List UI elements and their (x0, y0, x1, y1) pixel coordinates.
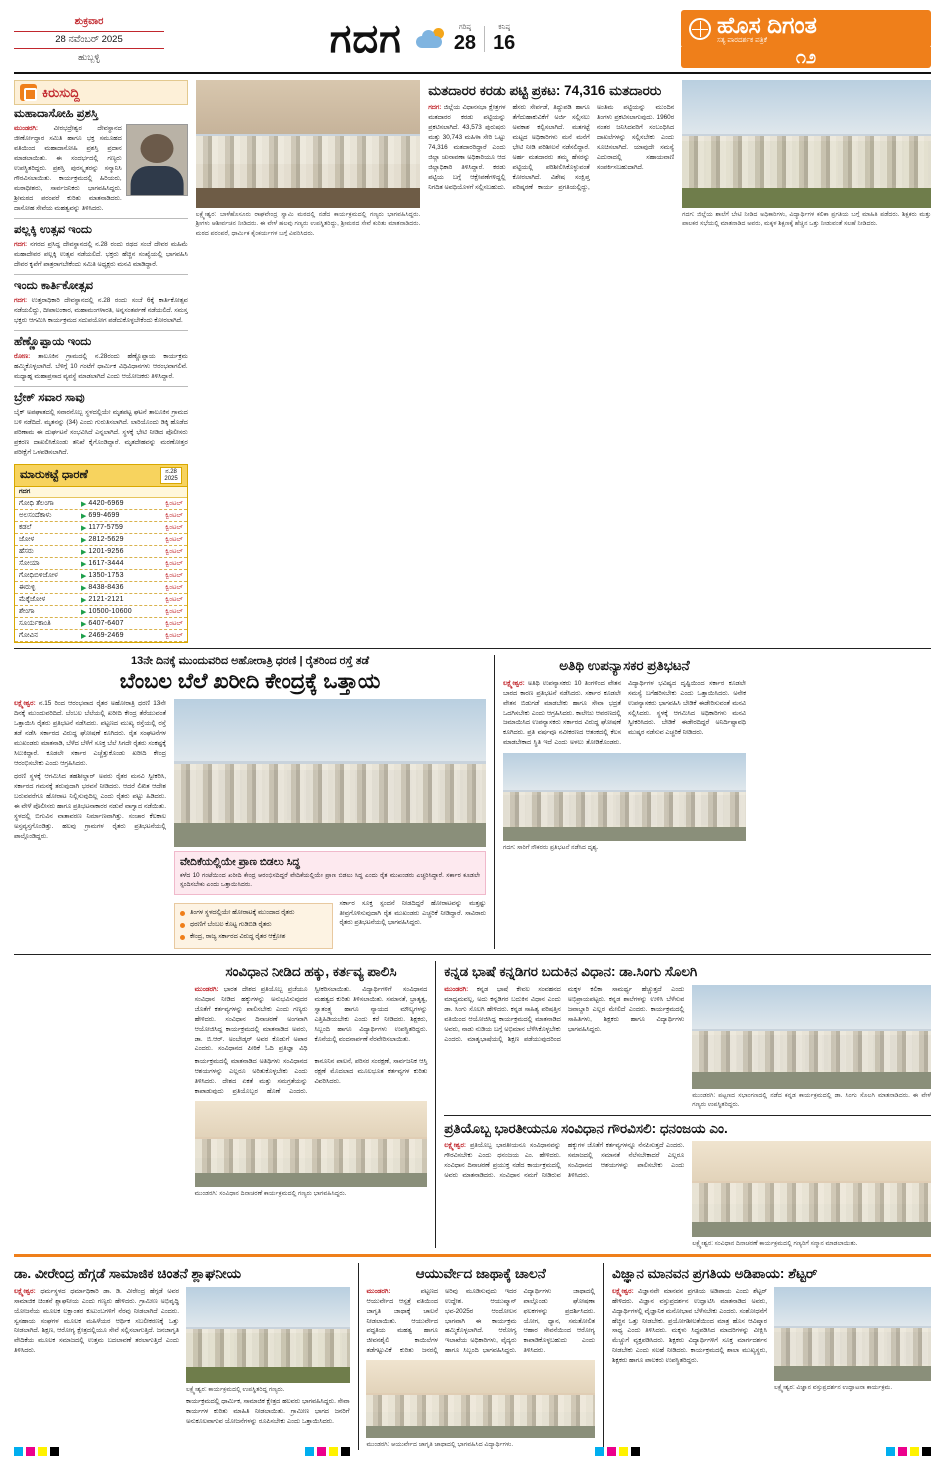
stage-callout-text: ಕಳೆದ 10 ಗಂಟೆಯಿಂದ ಖರೀದಿ ಕೇಂದ್ರ ಆರಂಭಿಸದಿದ್ದರೆ ವೇದಿಕೆಯಲ್ಲಿಯೇ ಪ್ರಾಣ ಬಿಡಲು ಸಿದ್ಧ ಎಂದು ರೈತ ಮುಖಂಡರು ಎಚ್ಚರಿಸಿದ್ದಾರೆ. ಸರ್ಕಾರ ಕೂಡಲೇ ಸ್ಪಂದಿಸಬೇಕು ಎಂದು ಒತ್ತಾಯಿಸಿದರು. (180, 872, 480, 889)
constitution-story (195, 961, 428, 1248)
ayurveda-text: ಪಟ್ಟಣದ ಆಯುರ್ವೇದ ಆಸ್ಪತ್ರೆ ವತಿಯಿಂದ ಜಾಗೃತಿ ಜಾಥಾಕ್ಕೆ ಚಾಲನೆ ನೀಡಲಾಯಿತು. ಆಯುರ್ವೇದ ಪದ್ಧತಿಯ ಮಹತ್ವ ಹಾಗೂ ಜೀವನಶೈಲಿ ಕಾಯಿಲೆಗಳ ತಡೆಗಟ್ಟುವಿಕೆ ಕುರಿತು ಜನರಲ್ಲಿ ಅರಿವು ಮೂಡಿಸುವುದು ಇದರ ಉದ್ದೇಶ. ಆಯುಷ್ಮಾನ್ ಭವ-2025ರ ಆಂದೋಲನ ಭಾಗವಾಗಿ ಈ ಕಾರ್ಯಕ್ರಮ ಹಮ್ಮಿಕೊಳ್ಳಲಾಗಿದೆ. ಆರೋಗ್ಯ ಇಲಾಖೆಯ ಅಧಿಕಾರಿಗಳು, ವೈದ್ಯರು ಹಾಗೂ ಸಿಬ್ಬಂದಿ ಭಾಗವಹಿಸಿದ್ದರು. ವಿದ್ಯಾರ್ಥಿಗಳು ಜಾಥಾದಲ್ಲಿ ಪಾಲ್ಗೊಂಡು ಘೋಷಣಾ ಫಲಕಗಳನ್ನು ಪ್ರದರ್ಶಿಸಿದರು. ಯೋಗ, ಧ್ಯಾನ, ಸಮತೋಲಿತ ಆಹಾರ ಸೇವನೆಯಿಂದ ಆರೋಗ್ಯ ಕಾಪಾಡಿಕೊಳ್ಳಬಹುದು ಎಂದು ತಿಳಿಸಿದರು. (366, 1287, 596, 1355)
story-body-2 (14, 772, 166, 841)
column-left (14, 80, 188, 643)
logo-badge (681, 10, 931, 48)
column-four-top (682, 80, 931, 643)
cmyk-dots-4 (886, 1447, 931, 1456)
dateline: ಲಕ್ಷ್ಮೇಶ್ವರ: (14, 700, 36, 708)
market-unit: ಕ್ವಿಂಟಲ್ (165, 631, 183, 639)
dateline: ಮುಂಡರಗಿ: (14, 125, 39, 133)
respect-text: ಪ್ರತಿಯೊಬ್ಬ ಭಾರತೀಯನೂ ಸಂವಿಧಾನವನ್ನು ಗೌರವಿಸಬೇಕು ಎಂದು ಧನಂಜಯ ಎಂ. ಹೇಳಿದರು. ಸಂವಿಧಾನ ದಿನಾಚರಣೆ ಪ್ರಯುಕ್ತ ನಡೆದ ಕಾರ್ಯಕ್ರಮದಲ್ಲಿ ಅವರು ಮಾತನಾಡಿದರು. ಸಂವಿಧಾನ ನಮಗೆ ನೀಡಿರುವ ಹಕ್ಕುಗಳ ಜೊತೆಗೆ ಕರ್ತವ್ಯಗಳನ್ನೂ ನೆನಪಿಸುತ್ತದೆ ಎಂದರು. ಸಮಾಜದಲ್ಲಿ ಸಮಾನತೆ ನೆಲೆಸಬೇಕಾದರೆ ಎಲ್ಲರೂ ಸಂವಿಧಾನದ ಆಶಯಗಳನ್ನು ಪಾಲಿಸಬೇಕು ಎಂದು ತಿಳಿಸಿದರು. (444, 1142, 685, 1179)
brief-headline: ಮಹಾದಾಸೋಹಿ ಪ್ರಶಸ್ತಿ (14, 108, 99, 120)
masthead-day: ಶುಕ್ರವಾರ (74, 15, 104, 27)
masthead-center (164, 17, 681, 62)
news-photo-school (682, 80, 931, 208)
masthead-city: ಹುಬ್ಬಳ್ಳಿ (78, 51, 100, 62)
story-body-1 (14, 699, 166, 768)
science-text: ವಿಜ್ಞಾನವೇ ಮಾನವನ ಪ್ರಗತಿಯ ಅಡಿಪಾಯ ಎಂದು ಶೆಟ್ಟರ್ ಹೇಳಿದರು. ವಿಜ್ಞಾನ ವಸ್ತುಪ್ರದರ್ಶನ ಉದ್ಘಾಟಿಸಿ ಮಾತನಾಡಿದ ಅವರು, ವಿದ್ಯಾರ್ಥಿಗಳಲ್ಲಿ ವೈಜ್ಞಾನಿಕ ಮನೋಭಾವ ಬೆಳೆಸಬೇಕು ಎಂದರು. ಸಂಶೋಧನೆಗೆ ಹೆಚ್ಚಿನ ಒತ್ತು ನೀಡಬೇಕು. ಪ್ರಯೋಗಶೀಲತೆಯಿಂದ ಮಾತ್ರ ಹೊಸ ಆವಿಷ್ಕಾರ ಸಾಧ್ಯ ಎಂದು ತಿಳಿಸಿದರು. ಮಕ್ಕಳು ಸಿದ್ಧಪಡಿಸಿದ ಮಾದರಿಗಳನ್ನು ವೀಕ್ಷಿಸಿ ಮೆಚ್ಚುಗೆ ವ್ಯಕ್ತಪಡಿಸಿದರು. ಶಿಕ್ಷಕರು ವಿದ್ಯಾರ್ಥಿಗಳಿಗೆ ಸೂಕ್ತ ಮಾರ್ಗದರ್ಶನ ನೀಡಬೇಕು ಎಂದು ಸಲಹೆ ನೀಡಿದರು. ಕಾರ್ಯಕ್ರಮದಲ್ಲಿ ಶಾಲಾ ಮುಖ್ಯಸ್ಥರು, ಶಿಕ್ಷಕರು ಹಾಗೂ ಪಾಲಕರು ಉಪಸ್ಥಿತರಿದ್ದರು. (612, 1287, 768, 1365)
market-row (15, 618, 187, 630)
market-row (15, 570, 187, 582)
cmyk-dots-1 (14, 1447, 59, 1456)
market-unit: ಕ್ವಿಂಟಲ್ (165, 583, 183, 591)
constitution-text: ಭಾರತ ದೇಶದ ಪ್ರತಿಯೊಬ್ಬ ಪ್ರಜೆಯೂ ಸಂವಿಧಾನ ನೀಡಿದ ಹಕ್ಕುಗಳನ್ನು ಅನುಭವಿಸುವುದರ ಜೊತೆಗೆ ಕರ್ತವ್ಯಗಳನ್ನು ಪಾಲಿಸಬೇಕು ಎಂದು ಗಣ್ಯರು ಹೇಳಿದರು. ಸಂವಿಧಾನ ದಿನಾಚರಣೆ ಅಂಗವಾಗಿ ಆಯೋಜಿಸಿದ್ದ ಕಾರ್ಯಕ್ರಮದಲ್ಲಿ ಮಾತನಾಡಿದ ಅವರು, ಡಾ. ಬಿ.ಆರ್. ಅಂಬೇಡ್ಕರ್ ಅವರ ಕೊಡುಗೆ ಅಪಾರ ಎಂದರು. ಸಂವಿಧಾನದ ಪೀಠಿಕೆ ಓದಿ ಪ್ರತಿಜ್ಞಾ ವಿಧಿ ಸ್ವೀಕರಿಸಲಾಯಿತು. ವಿದ್ಯಾರ್ಥಿಗಳಿಗೆ ಸಂವಿಧಾನದ ಮಹತ್ವದ ಕುರಿತು ತಿಳಿಸಲಾಯಿತು. ಸಮಾನತೆ, ಭ್ರಾತೃತ್ವ, ಸ್ವಾತಂತ್ರ್ಯ ಹಾಗೂ ನ್ಯಾಯದ ಮೌಲ್ಯಗಳನ್ನು ಎತ್ತಿಹಿಡಿಯಬೇಕು ಎಂದು ಕರೆ ನೀಡಿದರು. ಶಿಕ್ಷಕರು, ಸಿಬ್ಬಂದಿ ಹಾಗೂ ವಿದ್ಯಾರ್ಥಿಗಳು ಉಪಸ್ಥಿತರಿದ್ದರು. ಕೊನೆಯಲ್ಲಿ ವಂದನಾರ್ಪಣೆ ನೆರವೇರಿಸಲಾಯಿತು. (194, 985, 428, 1053)
cmyk-dots-2 (305, 1447, 350, 1456)
demand-item: ತಿಂಗಳ ಸ್ಥಳದಲ್ಲಿಯೇ ಹೋರಾಟಕ್ಕೆ ಮುಂದಾದ ರೈತರು (180, 908, 327, 917)
market-table (14, 487, 188, 643)
vertical-rule (494, 655, 495, 949)
page-title: ಗದಗ (329, 16, 402, 61)
dateline: ಮುಂಡರಗಿ: (194, 985, 219, 993)
dateline: ರೋಣ: (14, 353, 31, 361)
market-price: 1617-3444 (88, 560, 124, 568)
dateline: ಲಕ್ಷ್ಮೇಶ್ವರ: (444, 1142, 466, 1149)
brief-body (14, 408, 188, 458)
trend-arrow-icon: ▶ (81, 620, 87, 628)
voters-headline: ಮತದಾರರ ಕರಡು ಪಟ್ಟಿ ಪ್ರಕಟ: 74,316 ಮತದಾರರು (428, 83, 662, 98)
brief-item (14, 107, 188, 214)
column-two-top (196, 80, 420, 643)
weather-widget (416, 24, 516, 54)
masthead (14, 10, 931, 74)
market-rates-widget (14, 464, 188, 643)
globe-icon (689, 18, 711, 40)
third-band (14, 961, 931, 1248)
market-row (15, 522, 187, 534)
news-photo-science (774, 1287, 931, 1381)
market-commodity: ಸೂರ್ಯಕಾಂತಿ (19, 619, 51, 627)
respect-body (444, 1141, 684, 1181)
brief-body (14, 240, 188, 270)
demands-box (174, 903, 333, 950)
market-price: 6407-6407 (88, 620, 124, 628)
market-commodity: ಗೋಧಿ ತೆಲಂಗಾ (19, 499, 54, 507)
weather-divider (484, 26, 485, 52)
market-price: 4420-6969 (88, 500, 124, 508)
photo-caption: ಲಕ್ಷ್ಮೇಶ್ವರ: ಬಾಳೆಹೊಸೂರು ರಾಘವೇಂದ್ರ ಸ್ವಾಮಿ ಮಠದಲ್ಲಿ ನಡೆದ ಕಾರ್ಯಕ್ರಮದಲ್ಲಿ ಗಣ್ಯರು ಭಾಗವಹಿಸಿದ್ದರು. ಶ್ರೀಗಳು ಆಶೀರ್ವಚನ ನೀಡಿದರು. ಈ ವೇಳೆ ಹಲವು ಗಣ್ಯರು ಉಪಸ್ಥಿತರಿದ್ದು, ಶ್ರೀಮಠದ ಸೇವೆ ಕುರಿತು ಮಾತನಾಡಿದರು. ಮಠದ ಪರಂಪರೆ, ಧಾರ್ಮಿಕ ಕೈಂಕರ್ಯಗಳ ಬಗ್ಗೆ ವಿವರಿಸಿದರು. (195, 211, 421, 237)
constitution-body-2: ಕಾರ್ಯಕ್ರಮದಲ್ಲಿ ಮಾತನಾಡಿದ ಅತಿಥಿಗಳು ಸಂವಿಧಾನದ ಆಶಯಗಳನ್ನು ಎಲ್ಲರೂ ಅರಿತುಕೊಳ್ಳಬೇಕು ಎಂದು ತಿಳಿಸಿದರು. ದೇಶದ ಏಕತೆ ಮತ್ತು ಸಮಗ್ರತೆಯನ್ನು ಕಾಪಾಡುವುದು ಪ್ರತಿಯೊಬ್ಬರ ಹೊಣೆ ಎಂದರು. ಕಾನೂನಿನ ಪಾಲನೆ, ಪರಿಸರ ಸಂರಕ್ಷಣೆ, ಸಾರ್ವಜನಿಕ ಆಸ್ತಿ ರಕ್ಷಣೆ ಮೊದಲಾದ ಮೂಲಭೂತ ಕರ್ತವ್ಯಗಳ ಕುರಿತು ವಿವರಿಸಿದರು. (194, 1058, 428, 1096)
hegde-body-2: ಕಾರ್ಯಕ್ರಮದಲ್ಲಿ ಧಾರ್ಮಿಕ, ಸಾಮಾಜಿಕ ಕ್ಷೇತ್ರದ ಹಲವರು ಭಾಗವಹಿಸಿದ್ದರು. ಸೇವಾ ಕಾರ್ಯಗಳ ಕುರಿತು ಮಾಹಿತಿ ನೀಡಲಾಯಿತು. ಗ್ರಾಮೀಣ ಭಾಗದ ಜನರಿಗೆ ಅನುಕೂಲವಾಗುವ ಯೋಜನೆಗಳನ್ನು ರೂಪಿಸಬೇಕು ಎಂದು ಒತ್ತಾಯಿಸಿದರು. (186, 1398, 350, 1425)
sun-cloud-icon (416, 28, 446, 50)
masthead-date: 28 ನವೆಂಬರ್ 2025 (14, 31, 164, 49)
briefs-header (14, 80, 188, 105)
edition-number: ೧೨ (681, 47, 931, 68)
brief-item (14, 335, 188, 382)
dateline: ಗದಗ: (14, 241, 28, 249)
stage-callout-title: ವೇದಿಕೆಯಲ್ಲಿಯೇ ಪ್ರಾಣ ಬಿಡಲು ಸಿದ್ಧ (180, 856, 300, 869)
masthead-dateblock (14, 14, 164, 65)
section-divider-bar (14, 1254, 931, 1257)
dateline: ಲಕ್ಷ್ಮೇಶ್ವರ: (14, 1287, 36, 1295)
market-row (15, 546, 187, 558)
trend-arrow-icon: ▶ (81, 632, 87, 640)
hegde-body (14, 1287, 179, 1356)
news-photo-felicitation (692, 1141, 931, 1237)
weather-min-label: ಕನಿಷ್ಠ (498, 24, 511, 32)
briefs-title: ಕಿರುಸುದ್ದಿ (42, 84, 80, 100)
cmyk-dots-3 (595, 1447, 640, 1456)
dateline: ಮುಂಡರಗಿ: (366, 1287, 391, 1295)
trend-arrow-icon: ▶ (81, 560, 87, 568)
brief-item (14, 279, 188, 326)
market-row (15, 510, 187, 522)
market-price: 1350-1753 (88, 572, 124, 580)
brief-item (14, 223, 188, 270)
guest-body (503, 679, 746, 748)
vertical-rule (358, 1263, 359, 1449)
market-date-badge: ನ.28 2025 (160, 467, 181, 484)
market-unit: ಕ್ವಿಂಟಲ್ (165, 571, 183, 579)
weather-max-value: 28 (453, 31, 477, 54)
trend-arrow-icon: ▶ (81, 596, 87, 604)
brief-text: ನಗರದ ಪ್ರಸಿದ್ಧ ದೇವಸ್ಥಾನದಲ್ಲಿ ನ.28 ರಂದು ರಥದ ಸಂಜೆ ದೇವರ ಮಹಿಮೆ ಮಹಾದೇವರ ಪಲ್ಲಕ್ಕಿ ಉತ್ಸವ ನಡೆಯಲಿದೆ. ಭಕ್ತರು ಹೆಚ್ಚಿನ ಸಂಖ್ಯೆಯಲ್ಲಿ ಭಾಗವಹಿಸಿ ದೇವರ ಕೃಪೆಗೆ ಪಾತ್ರರಾಗಬೇಕೆಂದು ಸಮಿತಿ ಅಧ್ಯಕ್ಷರು ಮನವಿ ಮಾಡಿದ್ದಾರೆ. (14, 241, 188, 268)
logo-tagline: ಸತ್ಯ ಪಾರದರ್ಶಕ ಪತ್ರಿಕೆ (717, 37, 767, 44)
market-row (15, 558, 187, 570)
photo-caption: ಗದಗ: ಜಿಲ್ಲೆಯ ಶಾಲೆಗೆ ಬೇಟಿ ನೀಡಿದ ಅಧಿಕಾರಿಗಳು, ವಿದ್ಯಾರ್ಥಿಗಳ ಕಲಿಕಾ ಪ್ರಗತಿಯ ಬಗ್ಗೆ ಮಾಹಿತಿ ಪಡೆದರು. ಶಿಕ್ಷಕರು ಮತ್ತು ಪಾಲಕರ ಸಭೆಯಲ್ಲಿ ಮಾತನಾಡಿದ ಅವರು, ಮಕ್ಕಳ ಶಿಕ್ಷಣಕ್ಕೆ ಹೆಚ್ಚಿನ ಒತ್ತು ನೀಡುವಂತೆ ಸಲಹೆ ನೀಡಿದರು. (682, 211, 931, 228)
dateline: ಗದಗ: (14, 297, 28, 305)
market-price: 1201-9256 (88, 548, 124, 556)
brief-item (14, 391, 188, 458)
story-text-1: ನ.15 ರಿಂದ ಆರಂಭವಾದ ರೈತರ ಅಹೋರಾತ್ರಿ ಧರಣಿ 13ನೇ ದಿನಕ್ಕೆ ಮುಂದುವರಿದಿದೆ. ಬೆಂಬಲ ಬೆಲೆಯಲ್ಲಿ ಖರೀದಿ ಕೇಂದ್ರ ತೆರೆಯುವಂತೆ ಒತ್ತಾಯಿಸಿ ರೈತರು ಪ್ರತಿಭಟನೆ ನಡೆಸಿದರು. ಪಟ್ಟಣದ ಮುಖ್ಯ ರಸ್ತೆಯಲ್ಲಿ ರಸ್ತೆ ತಡೆ ನಡೆಸಿ ಸರ್ಕಾರದ ವಿರುದ್ಧ ಘೋಷಣೆ ಕೂಗಿದರು. ರೈತ ಸಂಘಟನೆಗಳ ಮುಖಂಡರು ಮಾತನಾಡಿ, ಬೆಳೆದ ಬೆಳೆಗೆ ಸೂಕ್ತ ಬೆಲೆ ಸಿಗದೇ ರೈತರು ಸಂಕಷ್ಟಕ್ಕೆ ಸಿಲುಕಿದ್ದಾರೆ. ಕೂಡಲೇ ಸರ್ಕಾರ ಎಚ್ಚೆತ್ತುಕೊಂಡು ಖರೀದಿ ಕೇಂದ್ರ ಆರಂಭಿಸಬೇಕು ಎಂದು ಆಗ್ರಹಿಸಿದರು. (14, 700, 166, 767)
brief-text: ತಾಲೂಕಿನ ಗ್ರಾಮದಲ್ಲಿ ನ.28ರಂದು ಹೆಣ್ಣೊಪ್ಪಾಯ ಕಾರ್ಯಕ್ರಮ ಹಮ್ಮಿಕೊಳ್ಳಲಾಗಿದೆ. ಬೆಳಿಗ್ಗೆ 10 ಗಂಟೆಗೆ ಧಾರ್ಮಿಕ ವಿಧಿವಿಧಾನಗಳು ಆರಂಭವಾಗಲಿವೆ. ಮಧ್ಯಾಹ್ನ ಮಹಾಪ್ರಸಾದ ವ್ಯವಸ್ಥೆ ಮಾಡಲಾಗಿದೆ ಎಂದು ಆಯೋಜಕರು ತಿಳಿಸಿದ್ದಾರೆ. (14, 353, 188, 381)
main-band (14, 655, 931, 949)
market-unit: ಕ್ವಿಂಟಲ್ (165, 607, 183, 615)
market-header (14, 464, 188, 487)
ayurveda-story (366, 1263, 595, 1449)
market-commodity: ಜೋಳ (19, 535, 35, 543)
demand-item: ಧರಣಿಗೆ ಬೆಂಬಲ ಕೊಟ್ಟ ಗುಡಿಬಿಡಿ ರೈತರು (180, 920, 327, 929)
news-photo-constitution (195, 1101, 428, 1187)
right-stack (444, 961, 931, 1248)
hegde-headline: ಡಾ. ವೀರೇಂದ್ರ ಹೆಗ್ಗಡೆ ಸಾಮಾಜಿಕ ಚಿಂತನೆ ಶ್ಲಾಘನೀಯ (14, 1266, 242, 1282)
news-photo-protest (174, 699, 486, 847)
megaphone-icon (20, 84, 37, 101)
market-commodity: ಗೋಧಿಬಿಳಿಜೋಳ (19, 571, 58, 579)
news-photo-bus (503, 753, 746, 841)
third-band-spacer (14, 961, 187, 1248)
market-commodity: ಶೇಂಗಾ (19, 607, 35, 615)
voters-body (428, 103, 674, 192)
trend-arrow-icon: ▶ (81, 524, 87, 532)
market-price: 2469-2469 (88, 632, 124, 640)
demand-item: ಕೇಂದ್ರ, ರಾಜ್ಯ ಸರ್ಕಾರದ ವಿರುದ್ಧ ರೈತರ ಆಕ್ರೋಶ (180, 932, 327, 941)
top-band (14, 80, 931, 643)
column-three-top (428, 80, 674, 643)
market-row (15, 594, 187, 606)
weather-max-label: ಗರಿಷ್ಠ (458, 24, 472, 32)
bottom-band (14, 1263, 931, 1449)
brief-headline: ಹೆಣ್ಣೊಪ್ಪಾಯ ಇಂದು (14, 335, 92, 348)
market-price: 699-4699 (88, 512, 120, 520)
photo-caption: ಲಕ್ಷ್ಮೇಶ್ವರ: ಕಾರ್ಯಕ್ರಮದಲ್ಲಿ ಉಪಸ್ಥಿತರಿದ್ದ ಗಣ್ಯರು. (186, 1385, 285, 1393)
constitution-headline: ಸಂವಿಧಾನ ನೀಡಿದ ಹಕ್ಕು, ಕರ್ತವ್ಯ ಪಾಲಿಸಿ (225, 964, 397, 980)
vertical-rule (603, 1263, 604, 1449)
hegde-story (14, 1263, 350, 1449)
market-commodity: ಸೋಯಾ (19, 559, 40, 567)
photo-caption: ಮುಂಡರಗಿ: ಪಟ್ಟಣದ ಸಭಾಂಗಣದಲ್ಲಿ ನಡೆದ ಕನ್ನಡ ಕಾರ್ಯಕ್ರಮದಲ್ಲಿ ಡಾ. ಸಿಂಗು ಸೊಲಗಿ ಮಾತನಾಡಿದರು. ಈ ವೇಳೆ ಗಣ್ಯರು ಉಪಸ್ಥಿತರಿದ್ದರು. (692, 1091, 931, 1109)
market-row (15, 582, 187, 594)
respect-headline: ಪ್ರತಿಯೊಬ್ಬ ಭಾರತೀಯನೂ ಸಂವಿಧಾನ ಗೌರವಿಸಲಿ: ಧನಂಜಯ ಎಂ. (444, 1120, 728, 1136)
trend-arrow-icon: ▶ (81, 536, 87, 544)
market-subheader (15, 487, 187, 498)
market-unit: ಕ್ವಿಂಟಲ್ (165, 511, 183, 519)
story-kicker: 13ನೇ ದಿನಕ್ಕೆ ಮುಂದುವರಿದ ಅಹೋರಾತ್ರಿ ಧರಣಿ | ರೈತರಿಂದ ರಸ್ತೆ ತಡೆ (130, 655, 370, 668)
trend-arrow-icon: ▶ (81, 512, 87, 520)
main-story (14, 655, 486, 949)
photo-caption: ಮುಂಡರಗಿ: ಆಯುರ್ವೇದ ಜಾಗೃತಿ ಜಾಥಾದಲ್ಲಿ ಭಾಗವಹಿಸಿದ ವಿದ್ಯಾರ್ಥಿಗಳು. (366, 1441, 514, 1449)
market-row (15, 534, 187, 546)
trend-arrow-icon: ▶ (81, 548, 87, 556)
market-commodity: ಕಡಲೆ (19, 523, 32, 531)
demand-note: ಸರ್ಕಾರ ಸೂಕ್ತ ಸ್ಪಂದನೆ ನೀಡದಿದ್ದರೆ ಹೋರಾಟವನ್ನು ಮತ್ತಷ್ಟು ತೀವ್ರಗೊಳಿಸುವುದಾಗಿ ರೈತ ಮುಖಂಡರು ಎಚ್ಚರಿಕೆ ನೀಡಿದ್ದಾರೆ. ಸಾವಿರಾರು ರೈತರು ಪ್ರತಿಭಟನೆಯಲ್ಲಿ ಭಾಗವಹಿಸಿದ್ದರು. (339, 899, 486, 927)
weather-min (493, 24, 515, 54)
market-unit: ಕ್ವಿಂಟಲ್ (165, 523, 183, 531)
weather-max (454, 24, 476, 54)
market-unit: ಕ್ವಿಂಟಲ್ (165, 499, 183, 507)
brief-text: ಬೈಕ್ ಅಪಘಾತದಲ್ಲಿ ಸವಾರನೊಬ್ಬ ಸ್ಥಳದಲ್ಲಿಯೇ ಮೃತಪಟ್ಟ ಘಟನೆ ತಾಲೂಕಿನ ಗ್ರಾಮದ ಬಳಿ ನಡೆದಿದೆ. ಮೃತನನ್ನು (34) ಎಂದು ಗುರುತಿಸಲಾಗಿದೆ. ಲಾರಿಯೊಂದು ಡಿಕ್ಕಿ ಹೊಡೆದ ಪರಿಣಾಮ ಈ ದುರ್ಘಟನೆ ಸಂಭವಿಸಿದೆ ಎನ್ನಲಾಗಿದೆ. ಸ್ಥಳಕ್ಕೆ ಭೇಟಿ ನೀಡಿದ ಪೊಲೀಸರು ಪ್ರಕರಣ ದಾಖಲಿಸಿಕೊಂಡು ತನಿಖೆ ಕೈಗೊಂಡಿದ್ದಾರೆ. ಮೃತದೇಹವನ್ನು ಮರಣೋತ್ತರ ಪರೀಕ್ಷೆಗೆ ಒಳಪಡಿಸಲಾಗಿದೆ. (14, 409, 188, 457)
constitution-body (195, 985, 428, 1054)
guest-headline: ಅತಿಥಿ ಉಪನ್ಯಾಸಕರ ಪ್ರತಿಭಟನೆ (559, 658, 690, 674)
trend-arrow-icon: ▶ (81, 500, 87, 508)
hegde-text: ಧರ್ಮಸ್ಥಳದ ಧರ್ಮಾಧಿಕಾರಿ ಡಾ. ಡಿ. ವೀರೇಂದ್ರ ಹೆಗ್ಗಡೆ ಅವರ ಸಾಮಾಜಿಕ ಚಿಂತನೆ ಶ್ಲಾಘನೀಯ ಎಂದು ಗಣ್ಯರು ಹೇಳಿದರು. ಗ್ರಾಮೀಣ ಅಭಿವೃದ್ಧಿ ಯೋಜನೆಯ ಮೂಲಕ ಲಕ್ಷಾಂತರ ಕುಟುಂಬಗಳಿಗೆ ನೆರವು ನೀಡಲಾಗಿದೆ ಎಂದರು. ಸ್ವಸಹಾಯ ಸಂಘಗಳ ಮೂಲಕ ಮಹಿಳೆಯರ ಆರ್ಥಿಕ ಸಬಲೀಕರಣಕ್ಕೆ ಒತ್ತು ನೀಡಲಾಗಿದೆ. ಶಿಕ್ಷಣ, ಆರೋಗ್ಯ ಕ್ಷೇತ್ರದಲ್ಲಿಯೂ ಸೇವೆ ಸಲ್ಲಿಸಲಾಗುತ್ತಿದೆ. ಜನಜಾಗೃತಿ ವೇದಿಕೆಯ ಮೂಲಕ ಸಮಾಜದಲ್ಲಿ ಉತ್ತಮ ಬದಲಾವಣೆ ತರಲಾಗುತ್ತಿದೆ ಎಂದು ತಿಳಿಸಿದರು. (14, 1287, 180, 1355)
market-price: 2121-2121 (88, 596, 124, 604)
dateline: ಗದಗ: (428, 104, 442, 112)
market-unit: ಕ್ವಿಂಟಲ್ (165, 535, 183, 543)
brief-headline: ಪಲ್ಲಕ್ಕಿ ಉತ್ಸವ ಇಂದು (14, 223, 92, 236)
vertical-rule (435, 961, 436, 1248)
brief-text: ವೀರಭದ್ರೇಶ್ವರ ದೇವಸ್ಥಾನದ ಜೀರ್ಣೋದ್ಧಾರ ಸಮಿತಿ ಹಾಗೂ ಭಕ್ತ ಸಮೂಹದ ವತಿಯಿಂದ ಮಹಾದಾಸೋಹಿ ಪ್ರಶಸ್ತಿ ಪ್ರದಾನ ಮಾಡಲಾಯಿತು. ಈ ಸಂದರ್ಭದಲ್ಲಿ ಗಣ್ಯರು ಉಪಸ್ಥಿತರಿದ್ದರು. ಪ್ರಶಸ್ತಿ ಪುರಸ್ಕೃತರನ್ನು ಸನ್ಮಾನಿಸಿ ಗೌರವಿಸಲಾಯಿತು. ಕಾರ್ಯಕ್ರಮದಲ್ಲಿ ಹಿರಿಯರು, ಮಠಾಧೀಶರು, ಸಾರ್ವಜನಿಕರು ಭಾಗವಹಿಸಿದ್ದರು. ಶ್ರೀಮಠದ ಪರಂಪರೆ ಕುರಿತು ಮಾತನಾಡಿದರು. ದಾಸೋಹ ಸೇವೆಯ ಮಹತ್ವವನ್ನು ತಿಳಿಸಿದರು. (14, 125, 122, 212)
logo-name: ಹೊಸ ದಿಗಂತ (717, 12, 817, 38)
portrait-photo (126, 124, 188, 196)
brief-headline: ಬ್ರೇಕ್ ಸವಾರ ಸಾವು (14, 392, 85, 405)
photo-caption: ಗದಗ: ಸಾರಿಗೆ ನೌಕರರು ಪ್ರತಿಭಟನೆ ನಡೆಸಿದ ದೃಶ್ಯ. (503, 844, 599, 852)
kannada-headline: ಕನ್ನಡ ಭಾಷೆ ಕನ್ನಡಿಗರ ಬದುಕಿನ ವಿಧಾನ: ಡಾ.ಸಿಂಗು ಸೊಲಗಿ (444, 964, 698, 980)
brief-body (14, 352, 188, 382)
market-row (15, 606, 187, 618)
market-price: 2812-5629 (88, 536, 124, 544)
news-photo-hegde (186, 1287, 350, 1383)
market-commodity: ಗೋವಿನ (19, 631, 38, 639)
trend-arrow-icon: ▶ (81, 584, 87, 592)
guest-lecture-story (503, 655, 746, 949)
market-price: 8438-8436 (88, 584, 124, 592)
dateline: ಲಕ್ಷ್ಮೇಶ್ವರ: (612, 1287, 634, 1295)
market-title: ಮಾರುಕಟ್ಟೆ ಧಾರಣೆ (20, 469, 88, 482)
respect-constitution-story (444, 1121, 931, 1249)
kannada-text: ಕನ್ನಡ ಭಾಷೆ ಕೇವಲ ಸಂವಹನದ ಮಾಧ್ಯಮವಲ್ಲ, ಅದು ಕನ್ನಡಿಗರ ಬದುಕಿನ ವಿಧಾನ ಎಂದು ಡಾ. ಸಿಂಗು ಸೊಲಗಿ ಹೇಳಿದರು. ಕನ್ನಡ ಸಾಹಿತ್ಯ ಪರಿಷತ್ತಿನ ವತಿಯಿಂದ ಆಯೋಜಿಸಿದ್ದ ಕಾರ್ಯಕ್ರಮದಲ್ಲಿ ಮಾತನಾಡಿದ ಅವರು, ನಾಡು ನುಡಿಯ ಬಗ್ಗೆ ಅಭಿಮಾನ ಬೆಳೆಸಿಕೊಳ್ಳಬೇಕು ಎಂದರು. ಮಾತೃಭಾಷೆಯಲ್ಲಿ ಶಿಕ್ಷಣ ಪಡೆಯುವುದರಿಂದ ಮಕ್ಕಳ ಕಲಿಕಾ ಸಾಮರ್ಥ್ಯ ಹೆಚ್ಚುತ್ತದೆ ಎಂದು ಅಭಿಪ್ರಾಯಪಟ್ಟರು. ಕನ್ನಡ ಶಾಲೆಗಳನ್ನು ಉಳಿಸಿ ಬೆಳೆಸುವ ಜವಾಬ್ದಾರಿ ಎಲ್ಲರ ಮೇಲಿದೆ ಎಂದರು. ಕಾರ್ಯಕ್ರಮದಲ್ಲಿ ಸಾಹಿತಿಗಳು, ಶಿಕ್ಷಕರು ಹಾಗೂ ವಿದ್ಯಾರ್ಥಿಗಳು ಭಾಗವಹಿಸಿದ್ದರು. (444, 985, 685, 1043)
market-commodity: ಅಲಸಂದೆಕಾಳು (19, 511, 52, 519)
weather-min-value: 16 (493, 31, 516, 54)
market-commodity: ಹೆಸರು (19, 547, 34, 555)
kannada-story (444, 964, 931, 1109)
kannada-body (444, 985, 684, 1045)
story-headline: ಬೆಂಬಲ ಬೆಲೆ ಖರೀದಿ ಕೇಂದ್ರಕ್ಕೆ ಒತ್ತಾಯ (119, 670, 381, 694)
market-price: 1177-5759 (88, 524, 124, 532)
photo-caption: ಲಕ್ಷ್ಮೇಶ್ವರ: ವಿಜ್ಞಾನ ವಸ್ತುಪ್ರದರ್ಶನ ಉದ್ಘಾಟನಾ ಕಾರ್ಯಕ್ರಮ. (774, 1383, 893, 1391)
news-photo-kannada (692, 985, 931, 1089)
market-unit: ಕ್ವಿಂಟಲ್ (165, 559, 183, 567)
voters-text: ಜಿಲ್ಲೆಯ ವಿಧಾನಸಭಾ ಕ್ಷೇತ್ರಗಳ ಮತದಾರರ ಕರಡು ಪಟ್ಟಿಯನ್ನು ಪ್ರಕಟಿಸಲಾಗಿದೆ. 43,573 ಪುರುಷರು ಮತ್ತು 30,743 ಮಹಿಳಾ ಸೇರಿ ಒಟ್ಟು 74,316 ಮತದಾರರಿದ್ದಾರೆ ಎಂದು ಜಿಲ್ಲಾ ಚುನಾವಣಾ ಅಧಿಕಾರಿಯೂ ಆದ ಜಿಲ್ಲಾಧಿಕಾರಿ ತಿಳಿಸಿದ್ದಾರೆ. ಕರಡು ಪಟ್ಟಿಯ ಬಗ್ಗೆ ಆಕ್ಷೇಪಣೆಗಳಿದ್ದಲ್ಲಿ ನಿಗದಿತ ಅವಧಿಯೊಳಗೆ ಸಲ್ಲಿಸಬಹುದು. ಹೆಸರು ಸೇರ್ಪಡೆ, ತಿದ್ದುಪಡಿ ಹಾಗೂ ತೆಗೆದುಹಾಕುವಿಕೆಗೆ ಅರ್ಜಿ ಸಲ್ಲಿಸಲು ಅವಕಾಶ ಕಲ್ಪಿಸಲಾಗಿದೆ. ಮತಗಟ್ಟೆ ಮಟ್ಟದ ಅಧಿಕಾರಿಗಳು ಮನೆ ಮನೆಗೆ ಭೇಟಿ ನೀಡಿ ಪರಿಶೀಲನೆ ನಡೆಸಲಿದ್ದಾರೆ. ಅರ್ಹ ಮತದಾರರು ತಮ್ಮ ಹೆಸರನ್ನು ಪಟ್ಟಿಯಲ್ಲಿ ಪರಿಶೀಲಿಸಿಕೊಳ್ಳುವಂತೆ ಕೋರಲಾಗಿದೆ. ವಿಶೇಷ ಸಂಕ್ಷಿಪ್ತ ಪರಿಷ್ಕರಣೆ ಕಾರ್ಯ ಪ್ರಗತಿಯಲ್ಲಿದ್ದು, ಅಂತಿಮ ಪಟ್ಟಿಯನ್ನು ಮುಂದಿನ ತಿಂಗಳು ಪ್ರಕಟಿಸಲಾಗುವುದು. 1960ರ ನಂತರ ಜನಿಸಿದವರಿಗೆ ಸಂಬಂಧಿಸಿದ ದಾಖಲೆಗಳನ್ನು ಸಲ್ಲಿಸಬೇಕು ಎಂದು ಸೂಚಿಸಲಾಗಿದೆ. ಯಾವುದೇ ಸಮಸ್ಯೆ ಎದುರಾದಲ್ಲಿ ಸಹಾಯವಾಣಿ ಸಂಪರ್ಕಿಸಬಹುದಾಗಿದೆ. (428, 104, 675, 191)
photo-caption: ಲಕ್ಷ್ಮೇಶ್ವರ: ಸಂವಿಧಾನ ದಿನಾಚರಣೆ ಕಾರ್ಯಕ್ರಮದಲ್ಲಿ ಗಣ್ಯರಿಗೆ ಸನ್ಮಾನ ಮಾಡಲಾಯಿತು. (692, 1240, 858, 1247)
trend-arrow-icon: ▶ (81, 608, 87, 616)
ayurveda-body (366, 1287, 595, 1356)
trend-arrow-icon: ▶ (81, 572, 87, 580)
brief-body (14, 296, 188, 326)
stage-callout-box (174, 851, 486, 895)
market-commodity: ಈರುಳ್ಳಿ (19, 583, 36, 591)
guest-text: ಅತಿಥಿ ಉಪನ್ಯಾಸಕರು 10 ತಿಂಗಳಿಂದ ವೇತನ ಬಾರದ ಕಾರಣ ಪ್ರತಿಭಟನೆ ನಡೆಸಿದರು. ಸರ್ಕಾರ ಕೂಡಲೇ ವೇತನ ಬಿಡುಗಡೆ ಮಾಡಬೇಕು ಹಾಗೂ ಸೇವಾ ಭದ್ರತೆ ಒದಗಿಸಬೇಕು ಎಂದು ಆಗ್ರಹಿಸಿದರು. ಕಾಲೇಜು ಆವರಣದಲ್ಲಿ ಜಮಾಯಿಸಿದ ಉಪನ್ಯಾಸಕರು ಸರ್ಕಾರದ ವಿರುದ್ಧ ಘೋಷಣೆ ಕೂಗಿದರು. ಪ್ರತಿ ವರ್ಷವೂ ನವೀಕರಣದ ಆತಂಕದಲ್ಲಿ ಕೆಲಸ ಮಾಡಬೇಕಾದ ಸ್ಥಿತಿ ಇದೆ ಎಂದು ಅಳಲು ತೋಡಿಕೊಂಡರು. ವಿದ್ಯಾರ್ಥಿಗಳ ಭವಿಷ್ಯದ ದೃಷ್ಟಿಯಿಂದ ಸರ್ಕಾರ ಕೂಡಲೇ ಸಮಸ್ಯೆ ಬಗೆಹರಿಸಬೇಕು ಎಂದು ಒತ್ತಾಯಿಸಿದರು. ಅನೇಕ ಉಪನ್ಯಾಸಕರು ಭಾಗವಹಿಸಿ ಬೇಡಿಕೆ ಈಡೇರಿಸುವಂತೆ ಮನವಿ ಸಲ್ಲಿಸಿದರು. ಸ್ಥಳಕ್ಕೆ ಆಗಮಿಸಿದ ಅಧಿಕಾರಿಗಳು ಮನವಿ ಸ್ವೀಕರಿಸಿದರು. ಬೇಡಿಕೆ ಈಡೇರದಿದ್ದರೆ ಅನಿರ್ದಿಷ್ಟಾವಧಿ ಮುಷ್ಕರ ನಡೆಸುವ ಎಚ್ಚರಿಕೆ ನೀಡಿದರು. (503, 679, 746, 747)
market-commodity: ಮೆಕ್ಕೆಜೋಳ (19, 595, 46, 603)
market-price: 10500-10600 (88, 608, 132, 616)
news-photo-ayurveda (366, 1360, 595, 1438)
market-row (15, 630, 187, 642)
publication-logo (681, 10, 931, 68)
brief-headline: ಇಂದು ಕಾರ್ತಿಕೋತ್ಸವ (14, 279, 94, 292)
science-body (612, 1287, 767, 1366)
dateline: ಲಕ್ಷ್ಮೇಶ್ವರ: (503, 679, 525, 687)
science-headline: ವಿಜ್ಞಾನ ಮಾನವನ ಪ್ರಗತಿಯ ಅಡಿಪಾಯ: ಶೆಟ್ಟರ್ (612, 1266, 818, 1282)
market-row (15, 498, 187, 510)
news-photo-mutt (196, 80, 420, 208)
market-place: ಗದಗ (19, 488, 31, 496)
dateline: ಮುಂಡರಗಿ: (444, 985, 469, 993)
brief-text: ಉತ್ತರಾಧಿಕಾರಿ ದೇವಸ್ಥಾನದಲ್ಲಿ ನ.28 ರಂದು ಸಂಜೆ 6ಕ್ಕೆ ಕಾರ್ತಿಕೋತ್ಸವ ನಡೆಯಲಿದ್ದು, ದೀಪಾಲಂಕಾರ, ಮಹಾಮಂಗಳಾರತಿ, ಅನ್ನಸಂತರ್ಪಣೆ ನಡೆಯಲಿದೆ. ಸಮಸ್ತ ಭಕ್ತರು ಆಗಮಿಸಿ ಕಾರ್ಯಕ್ರಮದ ಸದುಪಯೋಗ ಪಡೆದುಕೊಳ್ಳಬೇಕೆಂದು ಕೋರಲಾಗಿದೆ. (14, 297, 188, 325)
ayurveda-headline: ಆಯುರ್ವೇದ ಜಾಥಾಕ್ಕೆ ಚಾಲನೆ (415, 1266, 546, 1282)
market-unit: ಕ್ವಿಂಟಲ್ (165, 595, 183, 603)
photo-caption: ಮುಂಡರಗಿ: ಸಂವಿಧಾನ ದಿನಾಚರಣೆ ಕಾರ್ಯಕ್ರಮದಲ್ಲಿ ಗಣ್ಯರು ಭಾಗವಹಿಸಿದ್ದರು. (194, 1190, 347, 1198)
market-unit: ಕ್ವಿಂಟಲ್ (165, 619, 183, 627)
market-unit: ಕ್ವಿಂಟಲ್ (165, 547, 183, 555)
science-story (612, 1263, 931, 1449)
story-text-2: ಧರಣಿ ಸ್ಥಳಕ್ಕೆ ಆಗಮಿಸಿದ ತಹಶೀಲ್ದಾರ್ ಅವರು ರೈತರ ಮನವಿ ಸ್ವೀಕರಿಸಿ, ಸರ್ಕಾರದ ಗಮನಕ್ಕೆ ತರುವುದಾಗಿ ಭರವಸೆ ನೀಡಿದರು. ಆದರೆ ಲಿಖಿತ ಆದೇಶ ಬರುವವರೆಗೂ ಹೋರಾಟ ನಿಲ್ಲಿಸುವುದಿಲ್ಲ ಎಂದು ರೈತರು ಪಟ್ಟು ಹಿಡಿದರು. ಈ ವೇಳೆ ಪೊಲೀಸರು ಹಾಗೂ ಪ್ರತಿಭಟನಾಕಾರರ ನಡುವೆ ವಾಗ್ವಾದ ನಡೆಯಿತು. ಸ್ಥಳದಲ್ಲಿ ಬಿಗುವಿನ ವಾತಾವರಣ ನಿರ್ಮಾಣವಾಗಿತ್ತು. ಸಂಚಾರ ಕೆಲಕಾಲ ಅಸ್ತವ್ಯಸ್ತಗೊಂಡಿತ್ತು. ಹಲವು ಗ್ರಾಮಗಳ ರೈತರು ಪ್ರತಿಭಟನೆಯಲ್ಲಿ ಪಾಲ್ಗೊಂಡಿದ್ದರು. (14, 773, 166, 841)
registration-marks (14, 1447, 931, 1456)
